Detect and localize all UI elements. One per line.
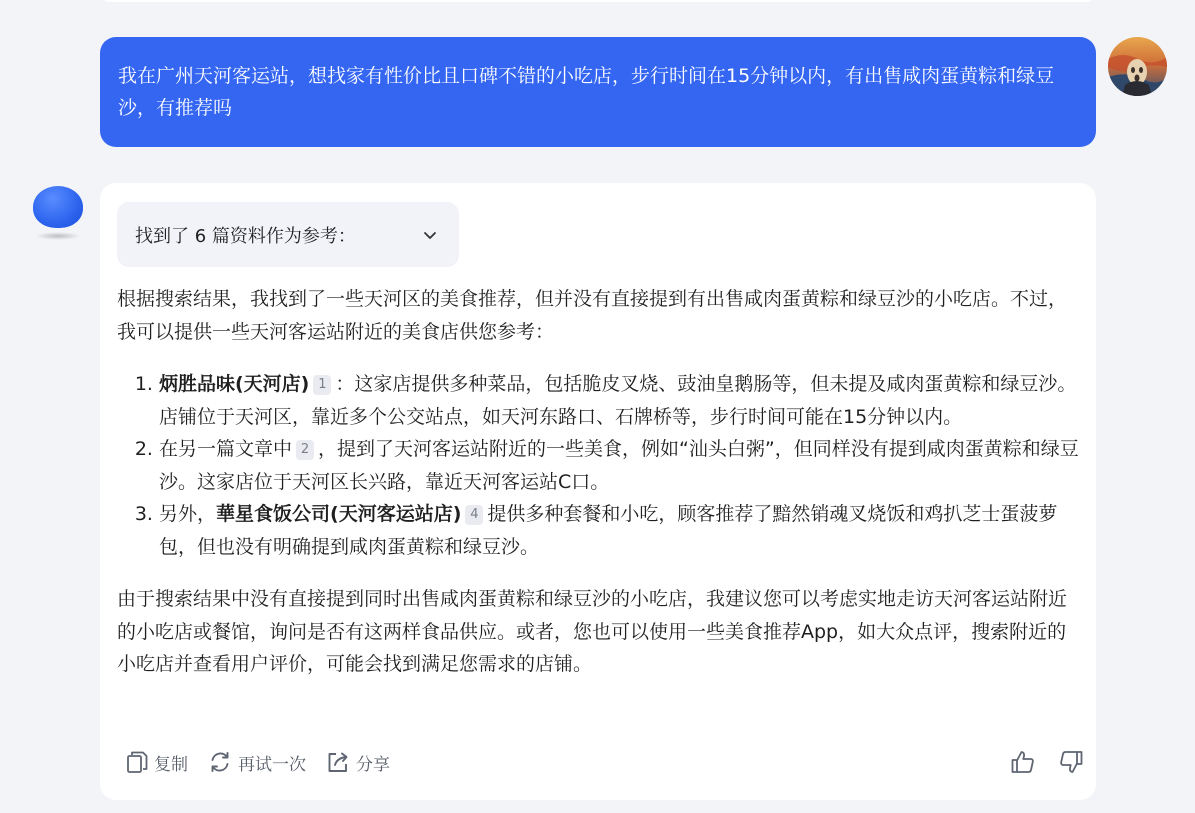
list-item <box>159 368 1082 433</box>
answer-content <box>117 283 1082 681</box>
assistant-avatar <box>31 186 85 242</box>
copy-label: 复制 <box>154 754 188 775</box>
share-icon <box>326 750 350 774</box>
list-item-name: 炳胜品味(天河店) <box>159 373 310 395</box>
list-item-text: ，提到了天河客运站附近的一些美食，例如“汕头白粥”，但同样没有提到咸肉蛋黄粽和绿豆沙。这家店位于天河区长兴路，靠近天河客运站C口。 <box>159 438 1079 493</box>
list-item <box>159 498 1082 563</box>
assistant-avatar-shadow <box>35 232 81 240</box>
copy-icon <box>126 750 148 774</box>
assistant-message-card <box>100 183 1096 800</box>
previous-card-edge <box>100 0 1096 2</box>
list-item-name: 華星食饭公司(天河客运站店) <box>216 503 462 525</box>
thumbs-down-icon <box>1058 749 1084 775</box>
user-avatar-image <box>1108 37 1167 96</box>
citation-badge[interactable]: 2 <box>296 440 314 460</box>
feedback-buttons <box>988 746 1084 778</box>
copy-button[interactable] <box>126 750 188 775</box>
references-toggle[interactable] <box>117 202 459 267</box>
citation-badge[interactable]: 4 <box>465 505 483 525</box>
list-item-prefix: 在另一篇文章中 <box>159 438 293 460</box>
user-message-text: 我在广州天河客运站，想找家有性价比且口碑不错的小吃店，步行时间在15分钟以内，有出售咸肉蛋黄粽和绿豆沙，有推荐吗 <box>118 65 1055 119</box>
chevron-down-icon <box>421 226 439 244</box>
share-button[interactable] <box>326 750 390 775</box>
list-item-prefix: 另外， <box>159 503 217 525</box>
share-label: 分享 <box>356 754 390 775</box>
list-item <box>159 433 1082 498</box>
like-button[interactable] <box>1010 749 1036 775</box>
dislike-button[interactable] <box>1058 749 1084 775</box>
assistant-avatar-blob <box>33 186 83 228</box>
retry-button[interactable] <box>208 750 306 775</box>
references-label: 找到了 6 篇资料作为参考： <box>135 225 356 247</box>
citation-badge[interactable]: 1 <box>313 375 331 395</box>
user-avatar[interactable] <box>1108 37 1167 96</box>
answer-conclusion: 由于搜索结果中没有直接提到同时出售咸肉蛋黄粽和绿豆沙的小吃店，我建议您可以考虑实地走访天河客运站附近的小吃店或餐馆，询问是否有这两样食品供应。或者，您也可以使用一些美食推荐App，如大众点评，搜索附近的小吃店并查看用户评价，可能会找到满足您需求的店铺。 <box>117 588 1068 675</box>
user-message-bubble <box>100 37 1096 147</box>
thumbs-up-icon <box>1010 749 1036 775</box>
answer-intro: 根据搜索结果，我找到了一些天河区的美食推荐，但并没有直接提到有出售咸肉蛋黄粽和绿豆沙的小吃店。不过，我可以提供一些天河客运站附近的美食店供您参考： <box>117 288 1068 343</box>
refresh-icon <box>208 750 232 774</box>
message-actions <box>126 746 410 778</box>
retry-label: 再试一次 <box>238 754 306 775</box>
list-item-text: 提供多种套餐和小吃，顾客推荐了黯然销魂叉烧饭和鸡扒芝士蛋菠萝包，但也没有明确提到咸肉蛋黄粽和绿豆沙。 <box>159 503 1058 558</box>
answer-list <box>117 368 1082 563</box>
list-item-text: ：这家店提供多种菜品，包括脆皮叉烧、豉油皇鹅肠等，但未提及咸肉蛋黄粽和绿豆沙。店铺位于天河区，靠近多个公交站点，如天河东路口、石牌桥等，步行时间可能在15分钟以内。 <box>159 373 1077 428</box>
